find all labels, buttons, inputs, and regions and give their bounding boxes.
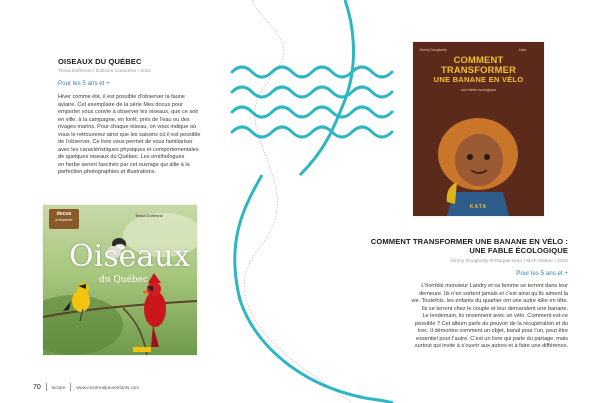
footer-divider [70,383,71,391]
title-line: COMMENT TRANSFORMER UNE BANANE EN VÉLO : [370,237,568,246]
left-article-body [58,94,238,177]
text-line: surtout qui invite à s’ouvrir aux autres et à faire une différence. [414,343,568,350]
text-line: Le lendemain, ils reviennent avec un vélo. Comment est-ce [422,313,568,320]
cover-title-line: COMMENT [453,54,504,65]
text-line: en ville, à la campagne, en forêt, près de l’eau ou des [58,116,190,123]
cover-illustrator: Kata [519,48,527,52]
text-line: en herbe seront fascinés par cet ouvrage qui allie à la [58,161,190,168]
text-line: Hiver comme été, il est possible d’observer la faune [58,94,186,100]
footer-section: lecture [51,384,66,390]
docus-badge-title: docus [56,211,72,217]
title-line: UNE FABLE ÉCOLOGIQUE [469,245,568,255]
cover-title [413,55,544,84]
text-line: Ils se terrent chez le couple et leur demandent une banane. [421,305,568,312]
text-line: rivages marins. Pour chaque oiseau, on vous indique où [58,124,197,131]
text-line: de quelques oiseaux du Québec. Les ornithologues [58,154,185,161]
text-line: de l’observer. Ce livre vous permet de vous familiariser [58,139,193,146]
text-line: demeure. Ils n’en sortent jamais et c’est ainsi qu’ils aiment la [419,290,568,297]
left-article-age: Pour les 5 ans et + [58,80,110,87]
cover-subtitle: une fable écologique [460,88,497,92]
text-line: vous le retrouverez ainsi que les saisons où il est possible [58,131,201,138]
text-line: aviaire. Cet exemplaire de la série Mes docus pour [58,101,183,108]
footer-website[interactable]: www.montrealpourenfants.com [76,384,140,390]
text-line: emporter vous convie à observer les oiseaux, que ce soit [58,109,198,116]
cover-author: Jimmy Dougherty [419,48,447,52]
book-title-main: Oiseaux [69,239,191,274]
cover-footer-word: KATA [469,204,488,210]
book-title-sub: du Québec [99,275,149,285]
page-number: 70 [33,383,41,391]
book-cover-banane [413,42,544,216]
text-line: possible ? Cet album parle du pouvoir de la récupération et du [415,320,568,327]
footer-divider [46,383,47,391]
left-article-title: OISEAUX DU QUÉBEC [58,57,142,66]
publisher-logo [133,347,151,352]
docus-badge-sub: à emporter [55,218,73,222]
page-footer [33,383,139,391]
text-line: essentiel pour l’autre. C’est un livre qui parle du partage, mais [415,335,568,342]
left-article-meta: Tessa Dufresne / Éditions Caractère / 2021 [58,69,152,74]
book-author: Tessa Dufresne [135,213,163,218]
right-article-age: Pour les 5 ans et + [516,270,568,277]
book-cover-oiseaux [43,205,197,355]
docus-badge [49,209,79,229]
dotted-curve [244,0,352,403]
right-article-title [371,238,568,255]
text-line: perfection photographies et illustrations. [58,169,157,176]
cover-title-line: UNE BANANE EN VÉLO [433,74,524,84]
right-article-meta: Jimmy Dougherty et Raquel Hum / MAP éditeur / 2020 [450,259,568,264]
text-line: L’horrible monsieur Landry et sa femme se terrent dans leur [421,283,568,289]
text-line: vie. Toutefois, les enfants du quartier ont une autre idée en tête. [411,298,568,305]
text-line: troc. Il démontre comment un objet, banal pour l’un, peut être [417,328,568,335]
right-article-body [338,283,568,351]
text-line: avec les caractéristiques physiques et comportementales [58,146,199,153]
cover-title-line: TRANSFORMER [440,63,517,75]
